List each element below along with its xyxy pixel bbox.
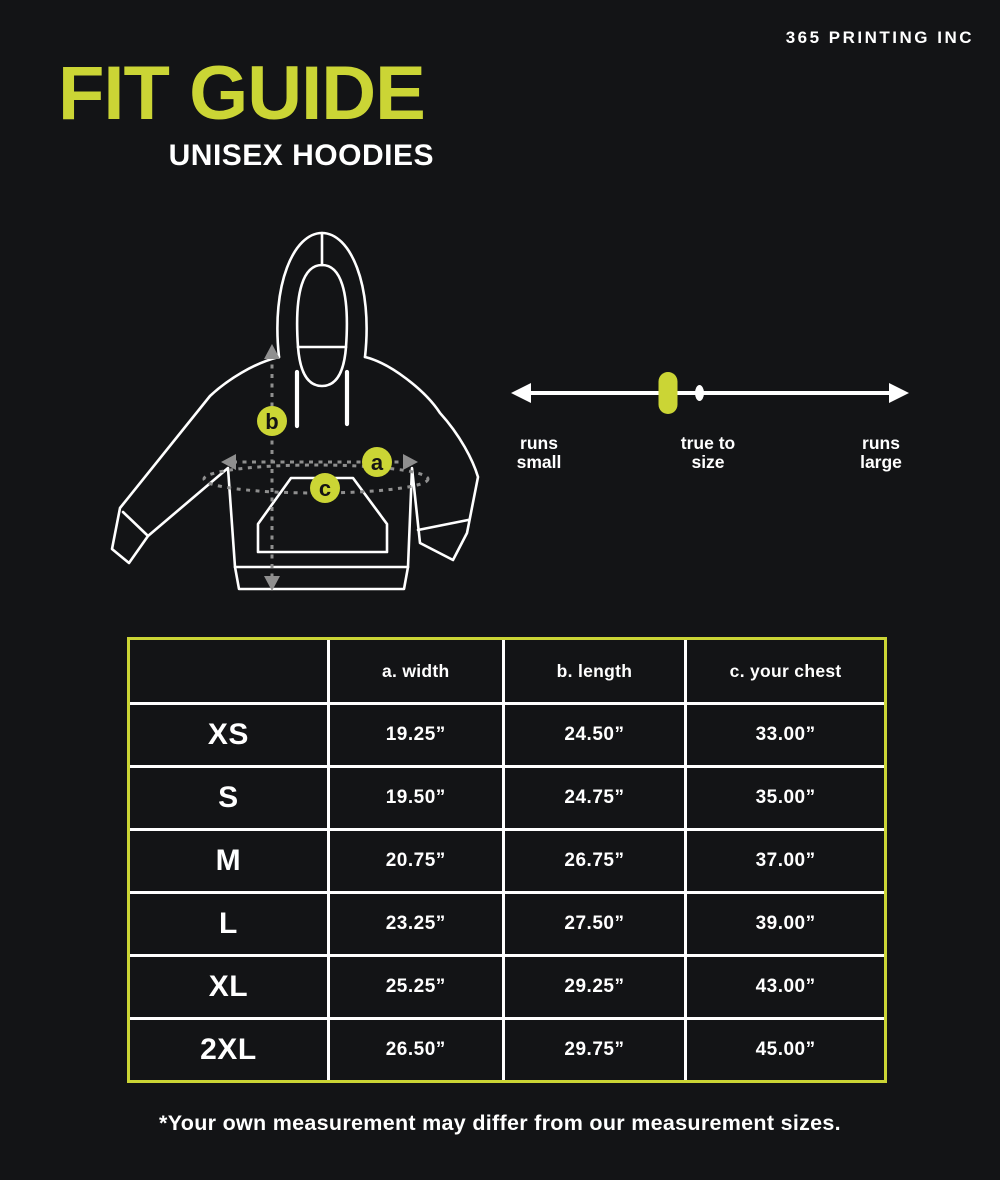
table-header-row <box>130 640 884 704</box>
size-cell: XS <box>130 704 328 767</box>
header-length-cell: b. length <box>503 640 685 704</box>
size-cell: S <box>130 767 328 830</box>
brand-text: 365 PRINTING INC <box>785 28 974 47</box>
width-arrow-right <box>403 454 418 470</box>
scale-arrow-right <box>889 383 909 403</box>
width-cell: 20.75” <box>328 830 503 893</box>
length-cell: 29.25” <box>503 956 685 1019</box>
runs-large-line2: large <box>860 452 902 472</box>
hoodie-diagram <box>95 220 495 620</box>
chest-cell: 39.00” <box>686 893 884 956</box>
scale-arrow-left <box>511 383 531 403</box>
true-to-size-marker <box>659 372 678 414</box>
footnote: *Your own measurement may differ from our measurement sizes. <box>159 1111 841 1135</box>
size-table-frame <box>127 637 887 1083</box>
left-cuff-line <box>123 512 147 535</box>
width-cell: 19.25” <box>328 704 503 767</box>
length-cell: 24.50” <box>503 704 685 767</box>
header-width-cell: a. width <box>328 640 503 704</box>
width-cell: 23.25” <box>328 893 503 956</box>
length-cell: 29.75” <box>503 1019 685 1081</box>
runs-small-label <box>517 434 562 472</box>
length-cell: 24.75” <box>503 767 685 830</box>
size-cell: M <box>130 830 328 893</box>
scale-dot <box>695 385 704 401</box>
page-subtitle: UNISEX HOODIES <box>168 139 434 172</box>
table-row <box>130 1019 884 1081</box>
header-size-cell <box>130 640 328 704</box>
chest-cell: 35.00” <box>686 767 884 830</box>
right-cuff-line <box>418 520 468 530</box>
runs-small-line2: small <box>516 452 562 472</box>
header-chest-cell: c. your chest <box>686 640 884 704</box>
size-cell: L <box>130 893 328 956</box>
size-table <box>130 640 884 1080</box>
chest-cell: 37.00” <box>686 830 884 893</box>
size-cell: 2XL <box>130 1019 328 1081</box>
page-title: FIT GUIDE <box>58 51 425 136</box>
width-cell: 26.50” <box>328 1019 503 1081</box>
length-cell: 26.75” <box>503 830 685 893</box>
marker-a-letter: a <box>370 450 384 475</box>
chest-cell: 45.00” <box>686 1019 884 1081</box>
runs-large-label <box>860 434 902 472</box>
length-cell: 27.50” <box>503 893 685 956</box>
table-row <box>130 704 884 767</box>
size-cell: XL <box>130 956 328 1019</box>
true-to-size-label <box>681 434 735 472</box>
marker-b-letter: b <box>265 409 279 434</box>
table-row <box>130 767 884 830</box>
table-row <box>130 830 884 893</box>
chest-cell: 33.00” <box>686 704 884 767</box>
fit-scale <box>505 350 917 480</box>
hoodie-svg <box>95 220 495 620</box>
runs-large-line1: runs <box>862 433 900 453</box>
table-row <box>130 893 884 956</box>
width-cell: 25.25” <box>328 956 503 1019</box>
fit-scale-svg <box>505 350 917 420</box>
runs-small-line1: runs <box>520 433 558 453</box>
marker-c-letter: c <box>318 476 332 501</box>
true-to-size-line1: true to <box>680 433 736 453</box>
true-to-size-line2: size <box>691 452 725 472</box>
width-cell: 19.50” <box>328 767 503 830</box>
chest-cell: 43.00” <box>686 956 884 1019</box>
table-row <box>130 956 884 1019</box>
face-opening <box>297 265 347 386</box>
